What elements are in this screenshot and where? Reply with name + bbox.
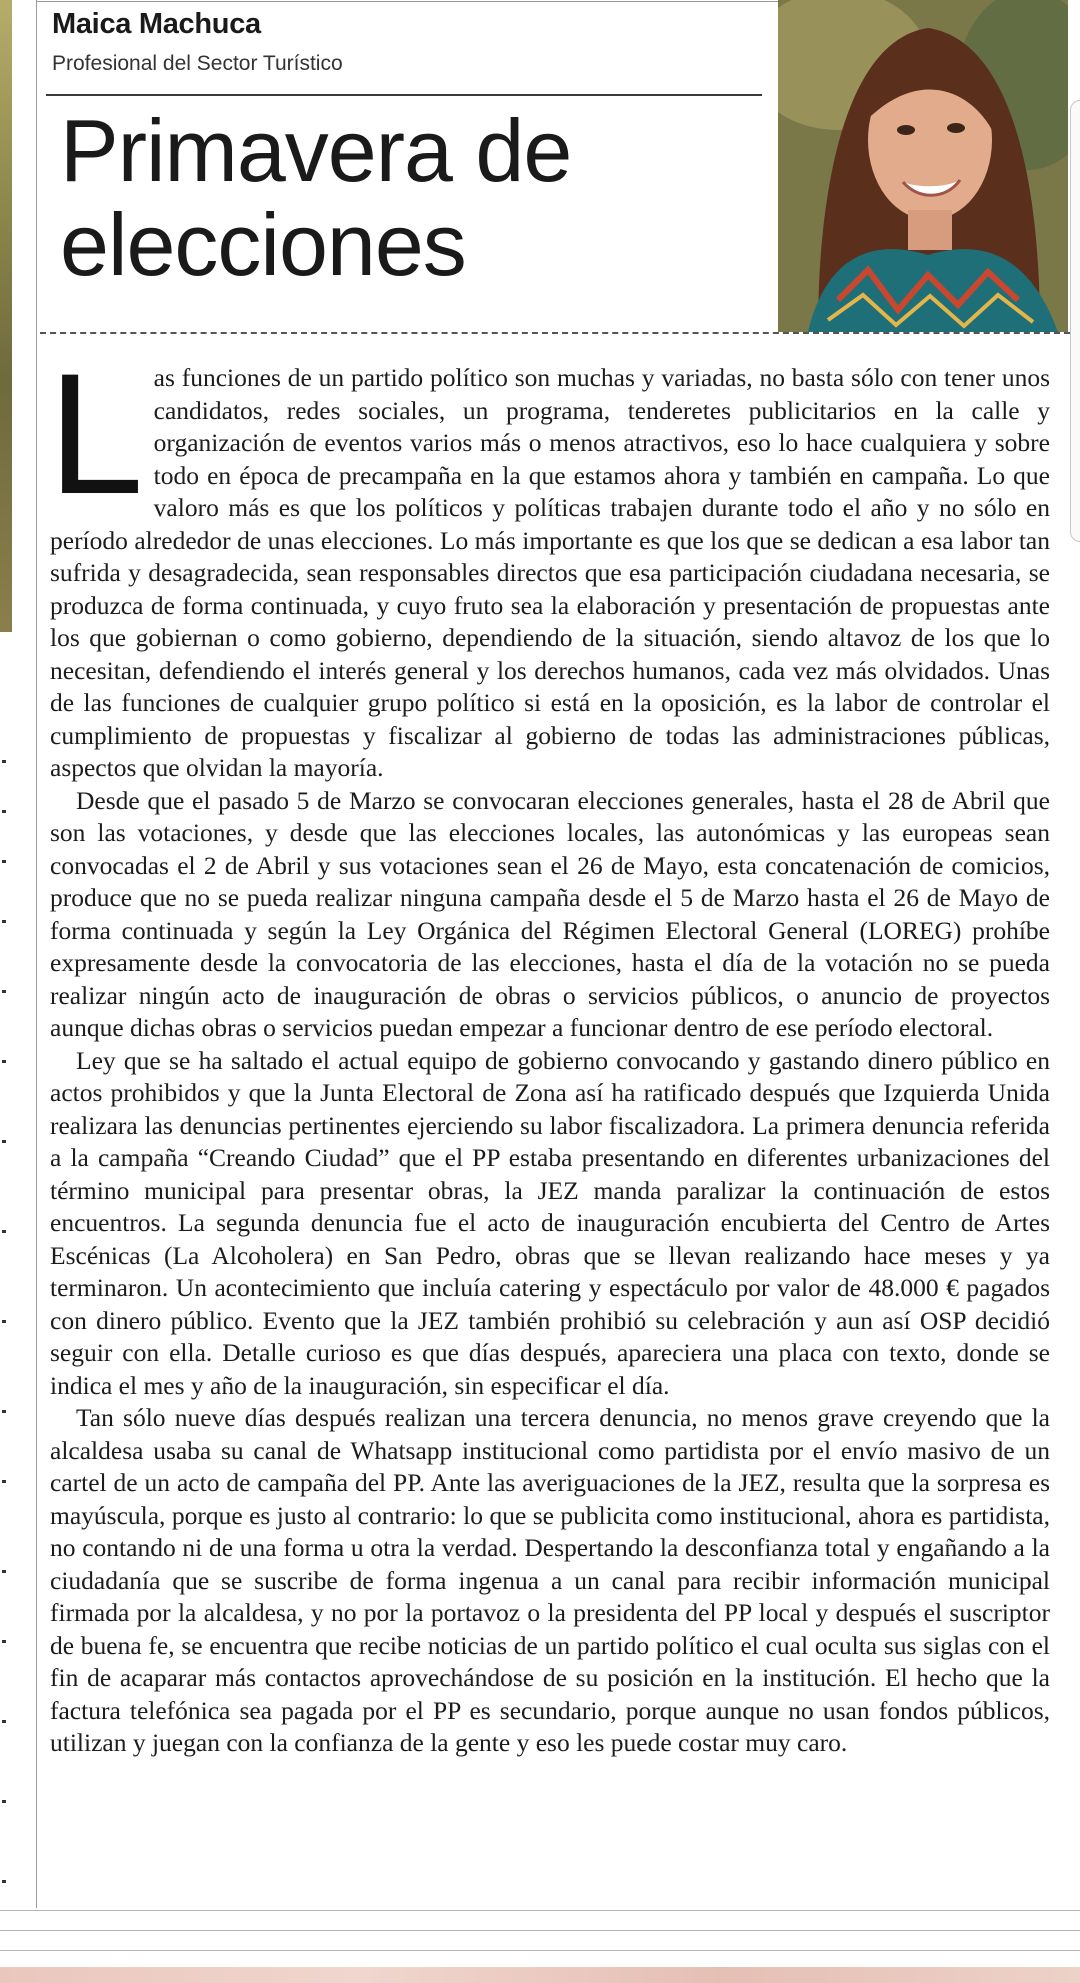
next-page-edge: [0, 1967, 1080, 1983]
adjacent-page-photo-strip: [0, 0, 12, 632]
author-portrait: [778, 0, 1068, 332]
bottom-rule-2: [0, 1930, 1080, 1931]
author-role: Profesional del Sector Turístico: [52, 52, 343, 75]
article-paragraph-1-text: as funciones de un partido político son muchas y variadas, no basta sólo con tener unos candidatos, redes sociales, un programa, tenderetes publicitarios en la calle y organización de eventos varios más o menos atractivos, eso lo hace cualquiera y sobre todo en época de precampaña en la que estamos ahora y también en campaña. Lo que valoro más es que los políticos y políticas trabajen durante todo el año y no sólo en período alrededor de unas elecciones. Lo más importante es que los que se dedican a esa labor tan sufrida y desagradecida, sean responsables directos que esa participación ciudadana necesaria, se produzca de forma continuada, y cuyo fruto sea la elaboración y presentación de propuestas ante los que gobiernan o como gobierno, dependiendo de la situación, siendo altavoz de los que lo necesitan, defendiendo el interés general y los derechos humanos, cada vez más olvidados. Unas de las funciones de cualquier grupo político si está en la oposición, es la labor de controlar el cumplimiento de propuestas y fiscalizar al gobierno de todas las administraciones públicas, aspectos que olvidan la mayoría.: [50, 363, 1050, 782]
headline-line-2: elecciones: [60, 195, 466, 294]
headline-line-1: Primavera de: [60, 101, 572, 200]
bottom-rule-3: [0, 1950, 1080, 1951]
article-paragraph-2: Desde que el pasado 5 de Marzo se convocaran elecciones generales, hasta el 28 de Abril que son las votaciones, y desde que las elecciones locales, las autonómicas y las europeas sean convocadas el 2 de Abril y sus votaciones sean el 26 de Mayo, esta concatenación de comicios, produce que no se pueda realizar ninguna campaña desde el 5 de Marzo hasta el 26 de Mayo de forma continuada y según la Ley Orgánica del Régimen Electoral General (LOREG) prohíbe expresamente desde la convocatoria de las elecciones, hasta el día de la votación no se pueda realizar ningún acto de inauguración de obras o servicios públicos, o anuncio de proyectos aunque dichas obras o servicios puedan empezar a funcionar dentro de ese período electoral.: [50, 785, 1050, 1042]
author-name: Maica Machuca: [52, 8, 261, 40]
bottom-rule-1: [0, 1910, 1080, 1911]
adjacent-column-text-fragments: [0, 760, 12, 1940]
article-paragraph-3: Ley que se ha saltado el actual equipo de gobierno convocando y gastando dinero público en actos prohibidos y que la Junta Electoral de Zona así ha ratificado después que Izquierda Unida realizara las denuncias pertinentes ejerciendo su labor fiscalizadora. La primera denuncia referida a la campaña “Creando Ciudad” que el PP estaba presentando en diferentes urbanizaciones del término municipal para presentar obras, la JEZ manda paralizar la continuación de estos encuentros. La segunda denuncia fue el acto de inauguración encubierta del Centro de Artes Escénicas (La Alcoholera) en San Pedro, obras que se llevan realizando hace meses y ya terminaron. Un acontecimiento que incluía catering y espectáculo por valor de 48.000 € pagados con dinero público. Evento que la JEZ también prohibió su celebración y aun así OSP decidió seguir con ella. Detalle curioso es que días después, apareciera una placa con texto, donde se indica el mes y año de la inauguración, sin especificar el día.: [50, 1045, 1050, 1400]
headline: [60, 101, 572, 294]
portrait-illustration: [778, 0, 1068, 332]
dashed-separator: [40, 332, 1070, 334]
article-paragraph-1: [48, 338, 1050, 785]
header-divider: [46, 94, 762, 96]
article-body: [48, 338, 1050, 1760]
drop-cap: L: [48, 338, 144, 530]
column-divider-rule: [36, 0, 37, 1908]
reader-scroll-handle[interactable]: [1070, 100, 1080, 542]
article-paragraph-4: Tan sólo nueve días después realizan una tercera denuncia, no menos grave creyendo que la alcaldesa usaba su canal de Whatsapp institucional como partidista por el envío masivo de un cartel de un acto de campaña del PP. Ante las averiguaciones de la JEZ, resulta que la sorpresa es mayúscula, porque es justo al contrario: lo que se publicita como institucional, ahora es partidista, no contando ni de una forma u otra la verdad. Despertando la desconfianza total y engañando a la ciudadanía que se suscribe de forma ingenua a un canal para recibir información municipal firmada por la alcaldesa, y no por la portavoz o la presidenta del PP local y después el suscriptor de buena fe, se encuentra que recibe noticias de un partido político el cual oculta sus siglas con el fin de acaparar más contactos aprovechándose de su posición en la institución. El hecho que la factura telefónica sea pagada por el PP es secundario, porque aunque no usan fondos públicos, utilizan y juegan con la confianza de la gente y eso les puede costar muy caro.: [50, 1403, 1050, 1757]
top-border-rule: [36, 1, 780, 2]
